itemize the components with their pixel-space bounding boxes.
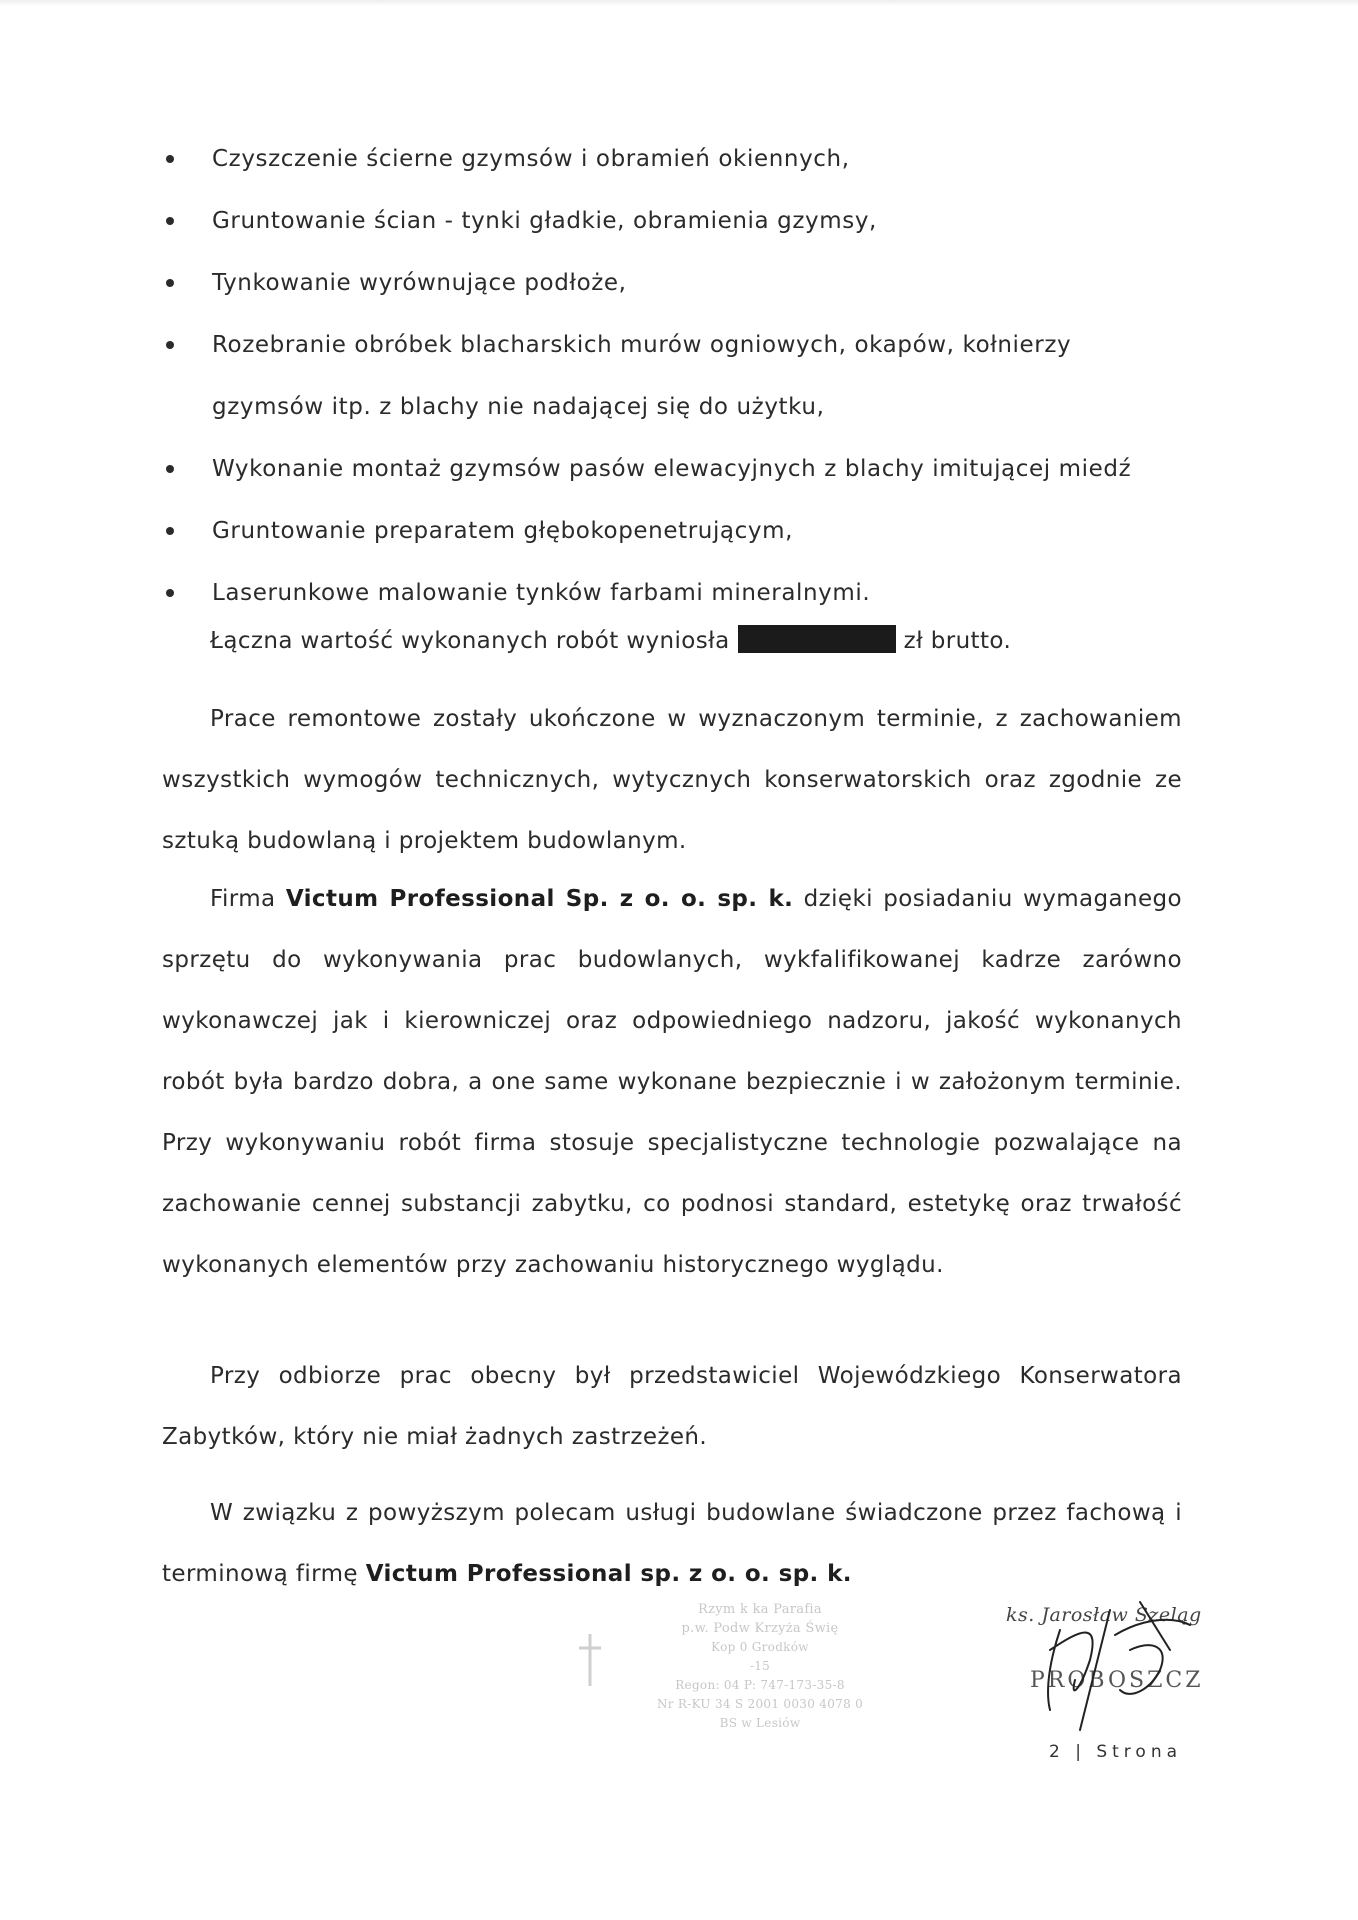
list-item-continuation: gzymsów itp. z blachy nie nadającej się do użytku, — [212, 394, 825, 420]
bullet-icon — [166, 155, 174, 163]
list-item — [162, 128, 1212, 190]
list-item — [162, 252, 1212, 314]
stamp-line: p.w. Podw Krzyża Świę — [681, 1621, 839, 1636]
signatory-name: ks. Jarosław Szeląg — [1006, 1604, 1202, 1626]
stamp-line: -15 — [749, 1659, 771, 1673]
completion-paragraph — [162, 689, 1182, 872]
stamp-line: Regon: 04 P: 747-173-35-8 — [675, 1678, 845, 1692]
list-item-text: Laserunkowe malowanie tynków farbami mineralnymi. — [212, 580, 871, 606]
firm-text-before: Firma — [210, 886, 276, 912]
bullet-icon — [166, 279, 174, 287]
parish-stamp — [575, 1600, 945, 1750]
bullet-icon — [166, 217, 174, 225]
bullet-icon — [166, 527, 174, 535]
stamp-line: Rzym k ka Parafia — [698, 1602, 822, 1617]
list-item-text: Gruntowanie preparatem głębokopenetrującym, — [212, 518, 794, 544]
list-item-text: Rozebranie obróbek blacharskich murów ogniowych, okapów, kołnierzy — [212, 332, 1072, 358]
bullet-icon — [166, 589, 174, 597]
list-item — [162, 438, 1212, 500]
scan-edge — [0, 0, 1358, 6]
signatory-title: PROBOSZCZ — [1030, 1668, 1204, 1693]
recommendation-paragraph — [162, 1483, 1182, 1605]
list-item-text: Gruntowanie ścian - tynki gładkie, obramienia gzymsy, — [212, 208, 877, 234]
firm-text-after: dzięki posiadaniu wymaganego sprzętu do wykonywania prac budowlanych, wykfalifikowanej kadrze zarówno wykonawczej jak i kierowniczej oraz odpowiedniego nadzoru, jakość wykonanych robót była bardzo dobra, a one same wykonane bezpiecznie i w założonym terminie. Przy wykonywaniu robót firma stosuje specjalistyczne technologie pozwalające na zachowanie cennej substancji zabytku, co podnosi standard, estetykę oraz trwałość wykonanych elementów przy zachowaniu historycznego wyglądu. — [162, 886, 1183, 1278]
total-value-label: Łączna wartość wykonanych robót wyniosła — [210, 628, 730, 654]
stamp-line: Nr R-KU 34 S 2001 0030 4078 0 — [656, 1697, 864, 1711]
inspection-paragraph — [162, 1346, 1182, 1468]
stamp-line: BS w Lesiów — [719, 1716, 801, 1730]
list-item-text: Tynkowanie wyrównujące podłoże, — [212, 270, 627, 296]
handwritten-signature — [1020, 1590, 1210, 1740]
completion-text: Prace remontowe zostały ukończone w wyznaczonym terminie, z zachowaniem wszystkich wymogów technicznych, wytycznych konserwatorskich oraz zgodnie ze sztuką budowlaną i projektem budowlanym. — [162, 706, 1182, 854]
cross-icon — [575, 1630, 605, 1690]
works-list — [162, 128, 1212, 624]
bullet-icon — [166, 465, 174, 473]
total-value-paragraph — [162, 611, 1182, 672]
inspection-text: Przy odbiorze prac obecny był przedstawiciel Wojewódzkiego Konserwatora Zabytków, który nie miał żadnych zastrzeżeń. — [162, 1363, 1182, 1450]
list-item — [162, 500, 1212, 562]
stamp-line: Kop 0 Grodków — [711, 1640, 809, 1654]
bullet-icon — [166, 341, 174, 349]
recommended-firm-name: Victum Professional sp. z o. o. sp. k. — [365, 1561, 852, 1587]
list-item-text: Wykonanie montaż gzymsów pasów elewacyjnych z blachy imitującej miedź — [212, 456, 1132, 482]
list-item — [162, 190, 1212, 252]
total-value-currency: zł brutto. — [903, 628, 1012, 654]
list-item-text: Czyszczenie ścierne gzymsów i obramień okiennych, — [212, 146, 850, 172]
list-item — [162, 314, 1212, 438]
firm-paragraph — [162, 869, 1182, 1296]
firm-name: Victum Professional Sp. z o. o. sp. k. — [285, 886, 794, 912]
redacted-amount — [738, 625, 896, 653]
page-number: 2 | Strona — [1049, 1742, 1183, 1762]
recommendation-text: W związku z powyższym polecam usługi budowlane świadczone przez fachową i terminową firmę — [162, 1500, 1182, 1587]
